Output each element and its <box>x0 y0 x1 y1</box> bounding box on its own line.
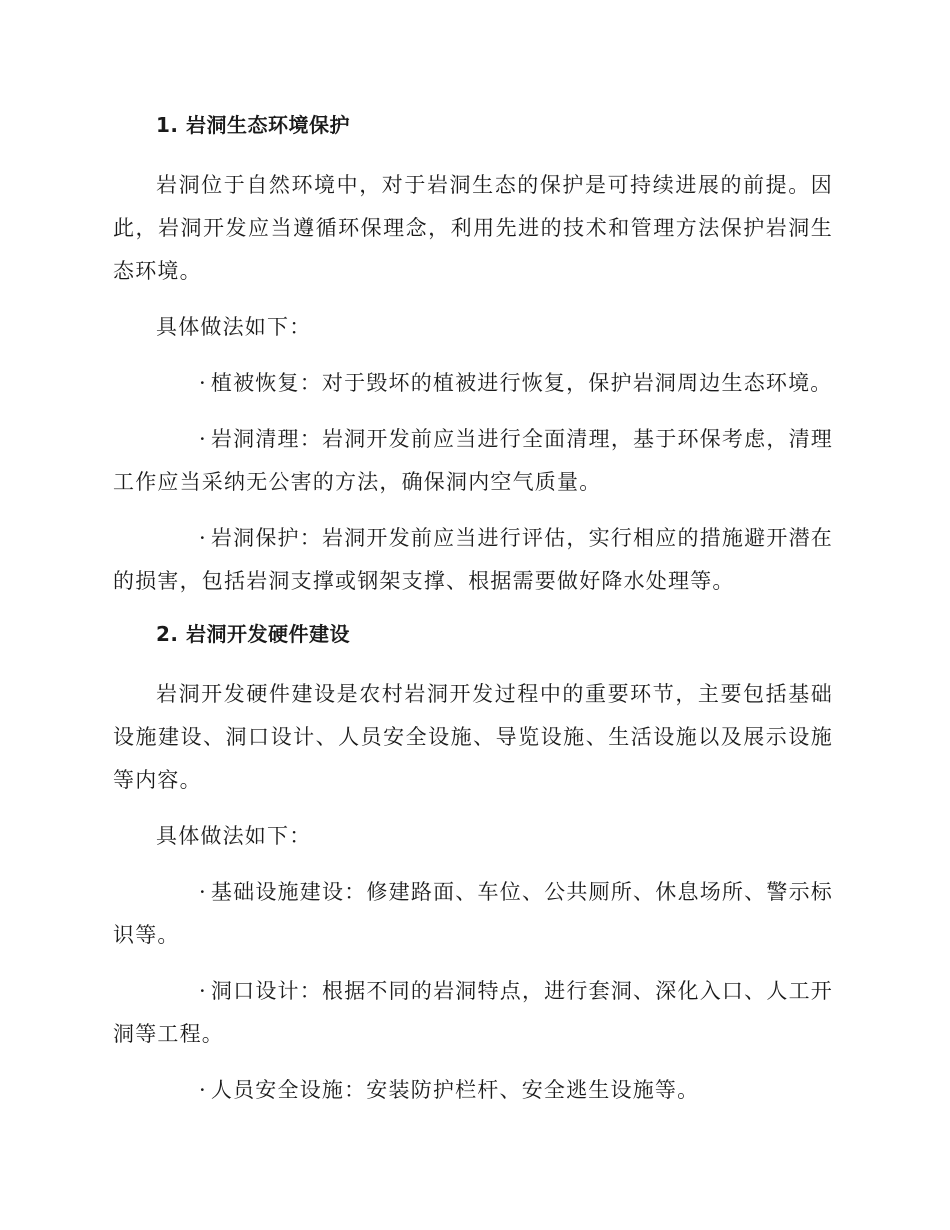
section-2-lead: 具体做法如下： <box>156 824 312 848</box>
bullet-text: 植被恢复：对于毁坏的植被进行恢复，保护岩洞周边生态环境。 <box>210 371 833 395</box>
bullet-text: 岩洞清理：岩洞开发前应当进行全面清理，基于环保考虑，清理工作应当采纳无公害的方法，确保洞内空气质量。 <box>113 427 833 494</box>
section-2-bullet-3 <box>113 1069 833 1112</box>
section-2-bullet-2 <box>113 970 833 1056</box>
bullet-marker: · <box>199 880 207 904</box>
bullet-text: 人员安全设施：安装防护栏杆、安全逃生设施等。 <box>210 1078 700 1102</box>
bullet-text: 洞口设计：根据不同的岩洞特点，进行套洞、深化入口、人工开洞等工程。 <box>113 979 833 1046</box>
section-1-bullet-2 <box>113 418 833 504</box>
section-1-bullet-3 <box>113 517 833 603</box>
section-1-intro: 岩洞位于自然环境中，对于岩洞生态的保护是可持续进展的前提。因此，岩洞开发应当遵循环保理念，利用先进的技术和管理方法保护岩洞生态环境。 <box>113 173 833 283</box>
section-heading-2: 2. 岩洞开发硬件建设 <box>156 622 350 646</box>
bullet-marker: · <box>199 979 207 1003</box>
bullet-marker: · <box>199 371 207 395</box>
bullet-marker: · <box>199 1078 207 1102</box>
bullet-text: 基础设施建设：修建路面、车位、公共厕所、休息场所、警示标识等。 <box>113 880 833 947</box>
section-2-intro: 岩洞开发硬件建设是农村岩洞开发过程中的重要环节，主要包括基础设施建设、洞口设计、人员安全设施、导览设施、生活设施以及展示设施等内容。 <box>113 682 833 792</box>
bullet-marker: · <box>199 526 207 550</box>
bullet-text: 岩洞保护：岩洞开发前应当进行评估，实行相应的措施避开潜在的损害，包括岩洞支撑或钢架支撑、根据需要做好降水处理等。 <box>113 526 833 593</box>
section-1-bullet-1 <box>113 362 833 405</box>
document-body <box>113 107 833 1125</box>
section-2-bullet-1 <box>113 871 833 957</box>
section-1-lead: 具体做法如下： <box>156 315 312 339</box>
section-heading-1: 1. 岩洞生态环境保护 <box>156 113 350 137</box>
bullet-marker: · <box>199 427 207 451</box>
